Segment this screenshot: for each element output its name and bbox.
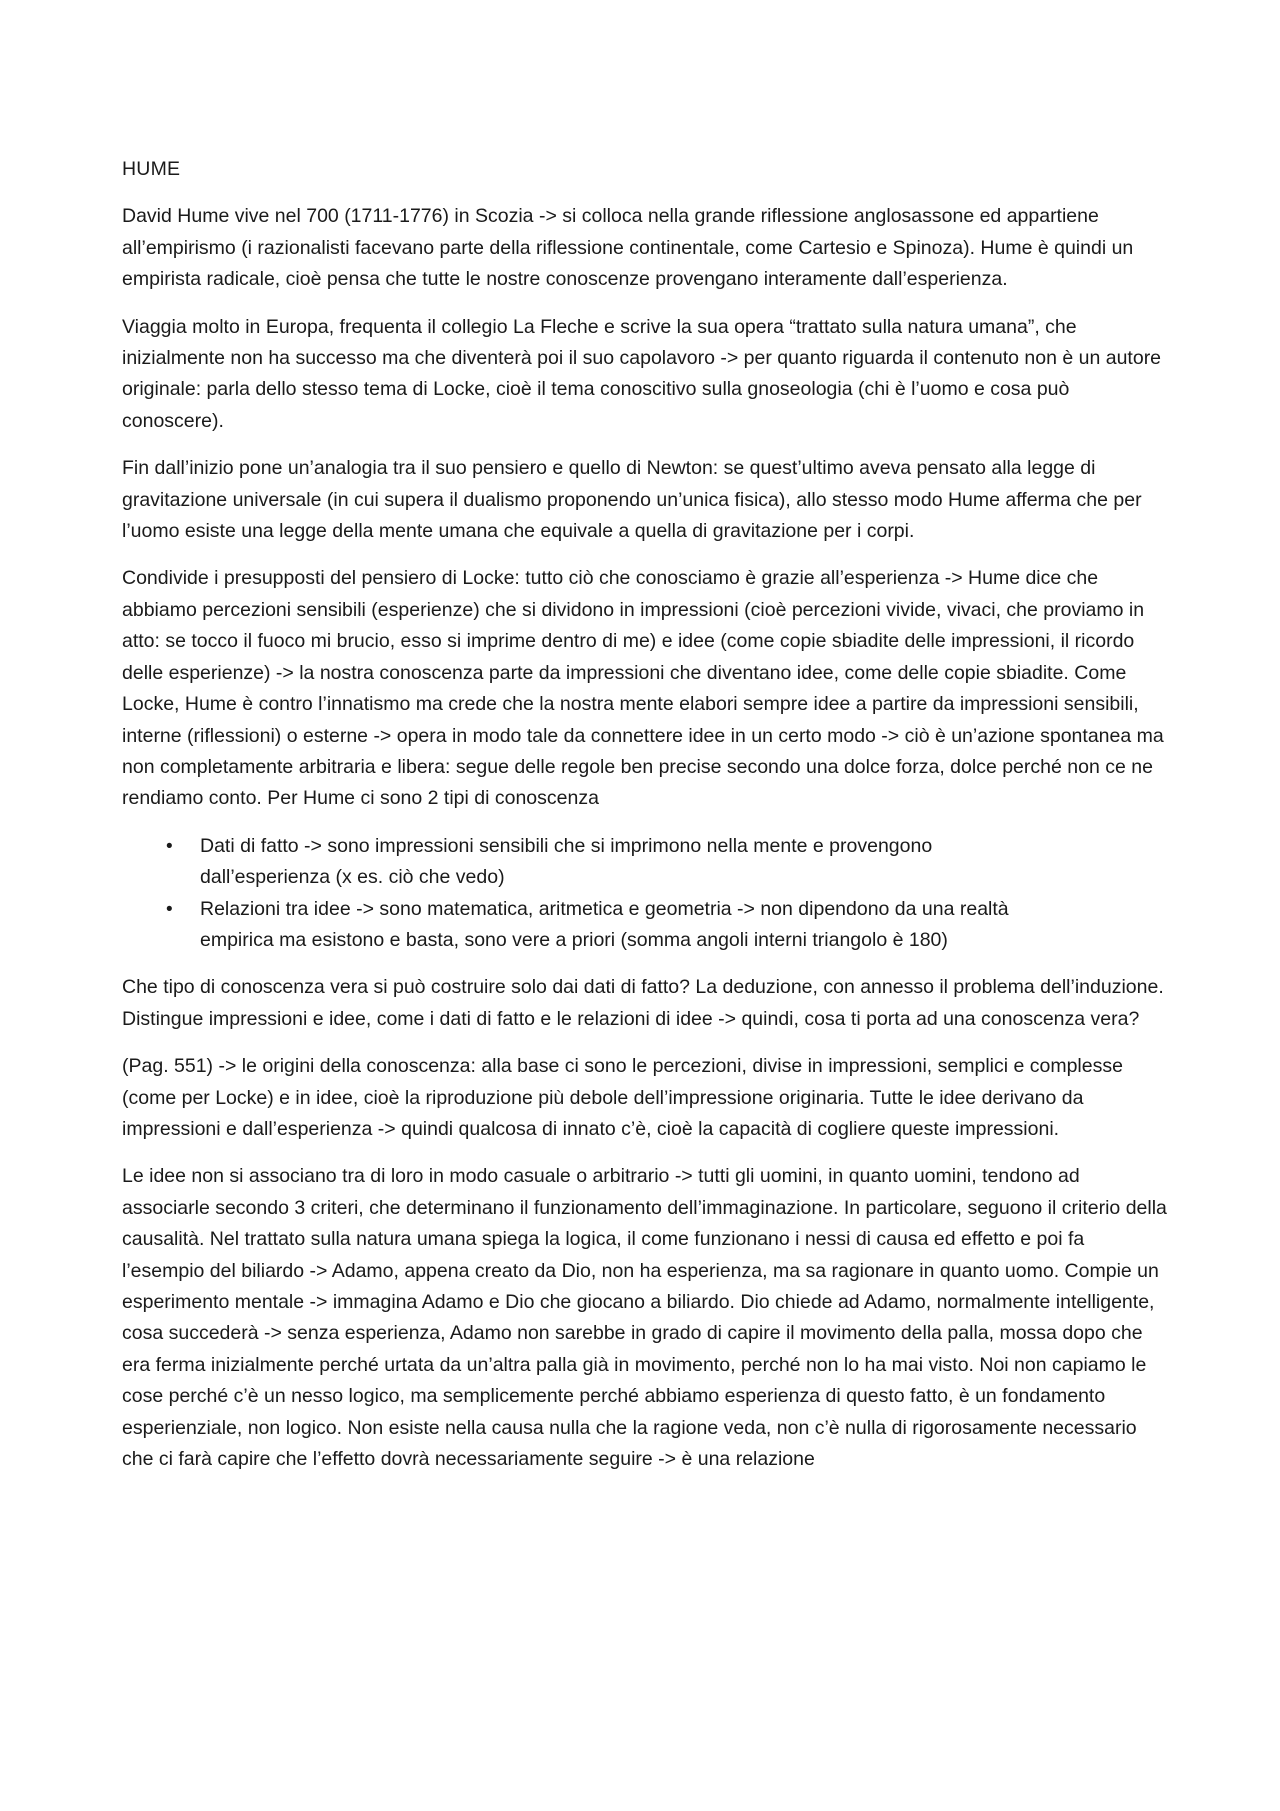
document-title: HUME bbox=[122, 158, 181, 180]
list-item-text: Relazioni tra idee -> sono matematica, aritmetica e geometria -> non dipendono da una realtà empirica ma esistono e basta, sono vere a priori (somma angoli interni triangolo è 180) bbox=[200, 897, 1009, 951]
list-item bbox=[122, 831, 1170, 894]
knowledge-types-list bbox=[122, 831, 1170, 957]
bullet-icon: • bbox=[166, 835, 173, 857]
paragraph-intro: David Hume vive nel 700 (1711-1776) in Scozia -> si colloca nella grande riflessione anglosassone ed appartiene all’empirismo (i razionalisti facevano parte della riflessione continentale, come Cartesio e Spinoza). Hume è quindi un empirista radicale, cioè pensa che tutte le nostre conoscenze provengano interamente dall’esperienza. bbox=[122, 205, 1134, 291]
paragraph-travel: Viaggia molto in Europa, frequenta il collegio La Fleche e scrive la sua opera “trattato sulla natura umana”, che inizialmente non ha successo ma che diventerà poi il suo capolavoro -> per quanto riguarda il contenuto non è un autore originale: parla dello stesso tema di Locke, cioè il tema conoscitivo sulla gnoseologia (chi è l’uomo e cosa può conoscere). bbox=[122, 315, 1162, 432]
bullet-icon: • bbox=[166, 898, 173, 920]
paragraph-origins: (Pag. 551) -> le origini della conoscenza: alla base ci sono le percezioni, divise in impressioni, semplici e complesse (come per Locke) e in idee, cioè la riproduzione più debole dell’impressione originaria. Tutte le idee derivano da impressioni e dall’esperienza -> quindi qualcosa di innato c’è, cioè la capacità di cogliere queste impressioni. bbox=[122, 1055, 1123, 1140]
paragraph-newton-analogy: Fin dall’inizio pone un’analogia tra il suo pensiero e quello di Newton: se quest’ultimo aveva pensato alla legge di gravitazione universale (in cui supera il dualismo proponendo un’unica fisica), allo stesso modo Hume afferma che per l’uomo esiste una legge della mente umana che equivale a quella di gravitazione per i corpi. bbox=[122, 457, 1142, 543]
paragraph-locke-premises: Condivide i presupposti del pensiero di Locke: tutto ciò che conosciamo è grazie all’esperienza -> Hume dice che abbiamo percezioni sensibili (esperienze) che si dividono in impressioni (cioè percezioni vivide, vivaci, che proviamo in atto: se tocco il fuoco mi brucio, esso si imprime dentro di me) e idee (come copie sbiadite delle impressioni, il ricordo delle esperienze) -> la nostra conoscenza parte da impressioni che diventano idee, come delle copie sbiadite. Come Locke, Hume è contro l’innatismo ma crede che la nostra mente elabori sempre idee a partire da impressioni sensibili, interne (riflessioni) o esterne -> opera in modo tale da connettere idee in un certo modo -> ciò è un’azione spontanea ma non completamente arbitraria e libera: segue delle regole ben precise secondo una dolce forza, dolce perché non ce ne rendiamo conto. Per Hume ci sono 2 tipi di conoscenza bbox=[122, 567, 1164, 810]
paragraph-causality: Le idee non si associano tra di loro in modo casuale o arbitrario -> tutti gli uomini, in quanto uomini, tendono ad associarle secondo 3 criteri, che determinano il funzionamento dell’immaginazione. In particolare, seguono il criterio della causalità. Nel trattato sulla natura umana spiega la logica, il come funzionano i nessi di causa ed effetto e poi fa l’esempio del biliardo -> Adamo, appena creato da Dio, non ha esperienza, ma sa ragionare in quanto uomo. Compie un esperimento mentale -> immagina Adamo e Dio che giocano a biliardo. Dio chiede ad Adamo, normalmente intelligente, cosa succederà -> senza esperienza, Adamo non sarebbe in grado di capire il movimento della palla, mossa dopo che era ferma inizialmente perché urtata da un’altra palla già in movimento, perché non lo ha mai visto. Noi non capiamo le cose perché c’è un nesso logico, ma semplicemente perché abbiamo esperienza di questo fatto, è un fondamento esperienziale, non logico. Non esiste nella causa nulla che la ragione veda, non c’è nulla di rigorosamente necessario che ci farà capire che l’effetto dovrà necessariamente seguire -> è una relazione bbox=[122, 1165, 1167, 1471]
paragraph-question: Che tipo di conoscenza vera si può costruire solo dai dati di fatto? La deduzione, con annesso il problema dell’induzione. Distingue impressioni e idee, come i dati di fatto e le relazioni di idee -> quindi, cosa ti porta ad una conoscenza vera? bbox=[122, 976, 1164, 1030]
list-item-text: Dati di fatto -> sono impressioni sensibili che si imprimono nella mente e provengono dall’esperienza (x es. ciò che vedo) bbox=[200, 834, 933, 889]
document-page bbox=[122, 154, 1170, 1491]
list-item bbox=[122, 894, 1170, 957]
